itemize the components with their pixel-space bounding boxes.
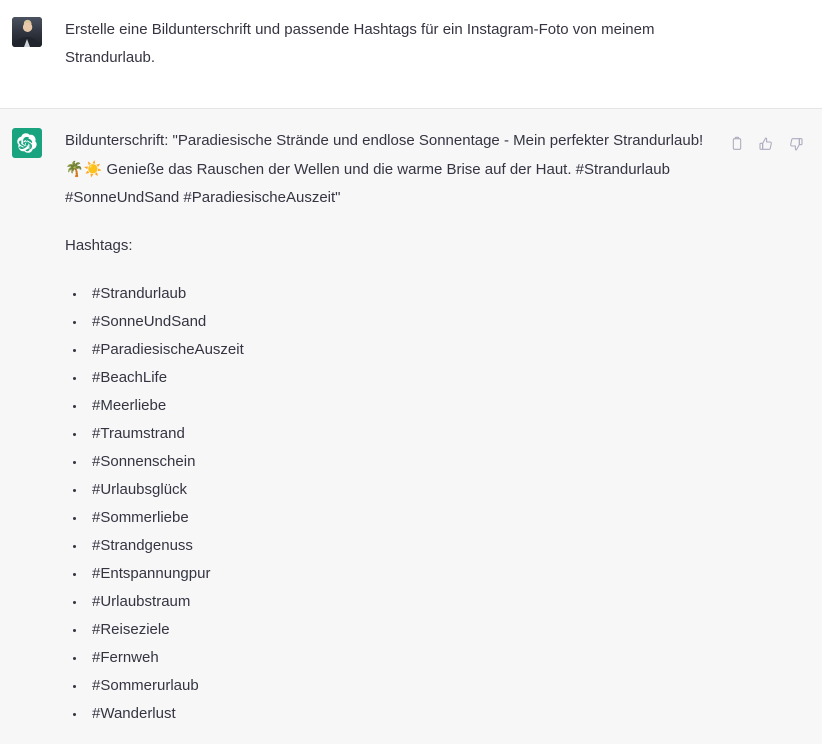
sun-icon: ☀️ — [83, 160, 103, 178]
list-item: #Sonnenschein — [65, 448, 800, 476]
assistant-message-body — [42, 127, 810, 728]
list-item: #Sommerliebe — [65, 504, 800, 532]
assistant-caption-paragraph — [65, 127, 705, 212]
message-actions — [727, 135, 804, 152]
list-item: #Meerliebe — [65, 392, 800, 420]
list-item: #Entspannungpur — [65, 560, 800, 588]
caption-text-after: Genieße das Rauschen der Wellen und die warme Brise auf der Haut. #Strandurlaub #SonneUndSand #ParadiesischeAuszeit" — [65, 161, 670, 206]
list-item: #Urlaubsglück — [65, 476, 800, 504]
thumbs-up-icon[interactable] — [757, 135, 774, 152]
list-item: #Wanderlust — [65, 700, 800, 728]
copy-icon[interactable] — [727, 135, 744, 152]
user-avatar-photo — [12, 17, 42, 47]
assistant-message-row — [0, 109, 822, 744]
list-item: #Strandgenuss — [65, 532, 800, 560]
list-item: #SonneUndSand — [65, 308, 800, 336]
user-message-text: Erstelle eine Bildunterschrift und passende Hashtags für ein Instagram-Foto von meinem Strandurlaub. — [65, 21, 655, 66]
list-item: #Fernweh — [65, 644, 800, 672]
palm-tree-icon: 🌴 — [65, 160, 84, 178]
list-item: #ParadiesischeAuszeit — [65, 336, 800, 364]
list-item: #BeachLife — [65, 364, 800, 392]
list-item: #Traumstrand — [65, 420, 800, 448]
hashtag-list — [65, 280, 800, 728]
thumbs-down-icon[interactable] — [787, 135, 804, 152]
list-item: #Sommerurlaub — [65, 672, 800, 700]
list-item: #Urlaubstraum — [65, 588, 800, 616]
list-item: #Strandurlaub — [65, 280, 800, 308]
caption-text-before: Bildunterschrift: "Paradiesische Strände und endlose Sonnentage - Mein perfekter Strandurlaub! — [65, 132, 704, 149]
hashtags-heading: Hashtags: — [65, 237, 133, 254]
list-item: #Reiseziele — [65, 616, 800, 644]
user-message-row — [0, 0, 822, 109]
chatgpt-logo — [12, 128, 42, 158]
user-message-body — [42, 16, 810, 72]
